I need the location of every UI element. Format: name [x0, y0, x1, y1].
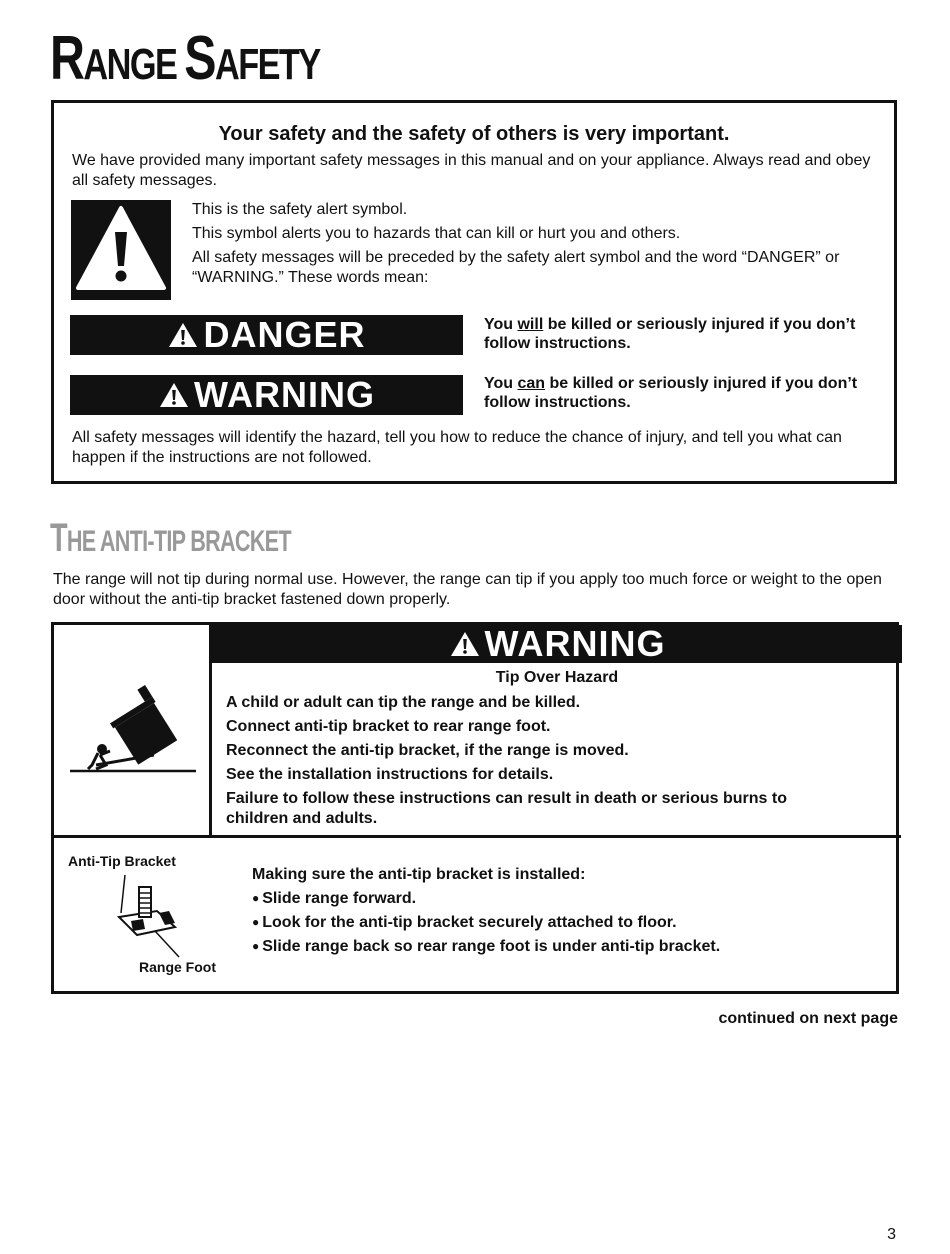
anti-tip-intro: The range will not tip during normal use. However, the range can tip if you apply too much force or weight to the open door without the anti-tip bracket fastened down properly. — [53, 571, 882, 608]
tip-warning-signal-bar — [212, 625, 902, 663]
divider — [54, 835, 901, 838]
tip-warning-label: WARNING — [484, 623, 666, 664]
alert-line: This symbol alerts you to hazards that can kill or hurt you and others. — [192, 225, 681, 242]
safety-heading: Your safety and the safety of others is very important. — [218, 123, 730, 145]
install-step: ● Slide range forward. — [252, 887, 872, 911]
section-title: THE ANTI-TIP BRACKET — [50, 516, 291, 560]
warning-alert-icon — [449, 630, 481, 658]
safety-intro: We have provided many important safety messages in this manual and on your appliance. Always read and obey all safety messages. — [72, 152, 871, 189]
anti-tip-bracket-label: Anti-Tip Bracket — [68, 853, 176, 869]
hazard-line: Reconnect the anti-tip bracket, if the range is moved. — [226, 742, 629, 759]
hazard-line: A child or adult can tip the range and be killed. — [226, 694, 581, 711]
install-step: ● Slide range back so rear range foot is under anti-tip bracket. — [252, 935, 872, 959]
danger-signal-bar — [70, 315, 463, 355]
safety-footer-text: All safety messages will identify the hazard, tell you how to reduce the chance of injury, and tell you what can happen if the instructions are not followed. — [72, 429, 842, 466]
warning-description: You can be killed or seriously injured if you don’t follow instructions. — [484, 375, 858, 411]
continued-note: continued on next page — [718, 1010, 898, 1027]
hazard-line: Failure to follow these instructions can result in death or serious burns to children and adults. — [226, 790, 787, 827]
range-foot-label: Range Foot — [139, 959, 216, 975]
anti-tip-warning-box — [51, 622, 899, 994]
hazard-line: See the installation instructions for details. — [226, 766, 554, 783]
warning-label: WARNING — [194, 374, 375, 415]
alert-line: All safety messages will be preceded by the safety alert symbol and the word “DANGER” or “WARNING.” These words mean: — [192, 249, 840, 286]
danger-label: DANGER — [203, 314, 366, 355]
install-heading: Making sure the anti-tip bracket is installed: — [252, 866, 586, 883]
alert-explanation — [192, 200, 892, 292]
install-step: ● Look for the anti-tip bracket securely attached to floor. — [252, 911, 872, 935]
warning-signal-bar — [70, 375, 463, 415]
safety-box — [51, 100, 897, 484]
danger-alert-icon — [167, 321, 199, 349]
hazard-lines — [226, 693, 886, 833]
hazard-line: Connect anti-tip bracket to rear range foot. — [226, 718, 551, 735]
warning-alert-icon — [158, 381, 190, 409]
tip-over-illustration — [68, 685, 198, 780]
safety-alert-icon — [71, 200, 171, 300]
anti-tip-bracket-illustration — [109, 873, 199, 961]
install-check-list — [252, 863, 872, 959]
danger-description: You will be killed or seriously injured if you don’t follow instructions. — [484, 316, 856, 352]
alert-line: This is the safety alert symbol. — [192, 201, 408, 218]
hazard-title: Tip Over Hazard — [495, 669, 619, 686]
page-title: RANGE SAFETY — [50, 24, 320, 93]
page-number: 3 — [887, 1226, 896, 1243]
